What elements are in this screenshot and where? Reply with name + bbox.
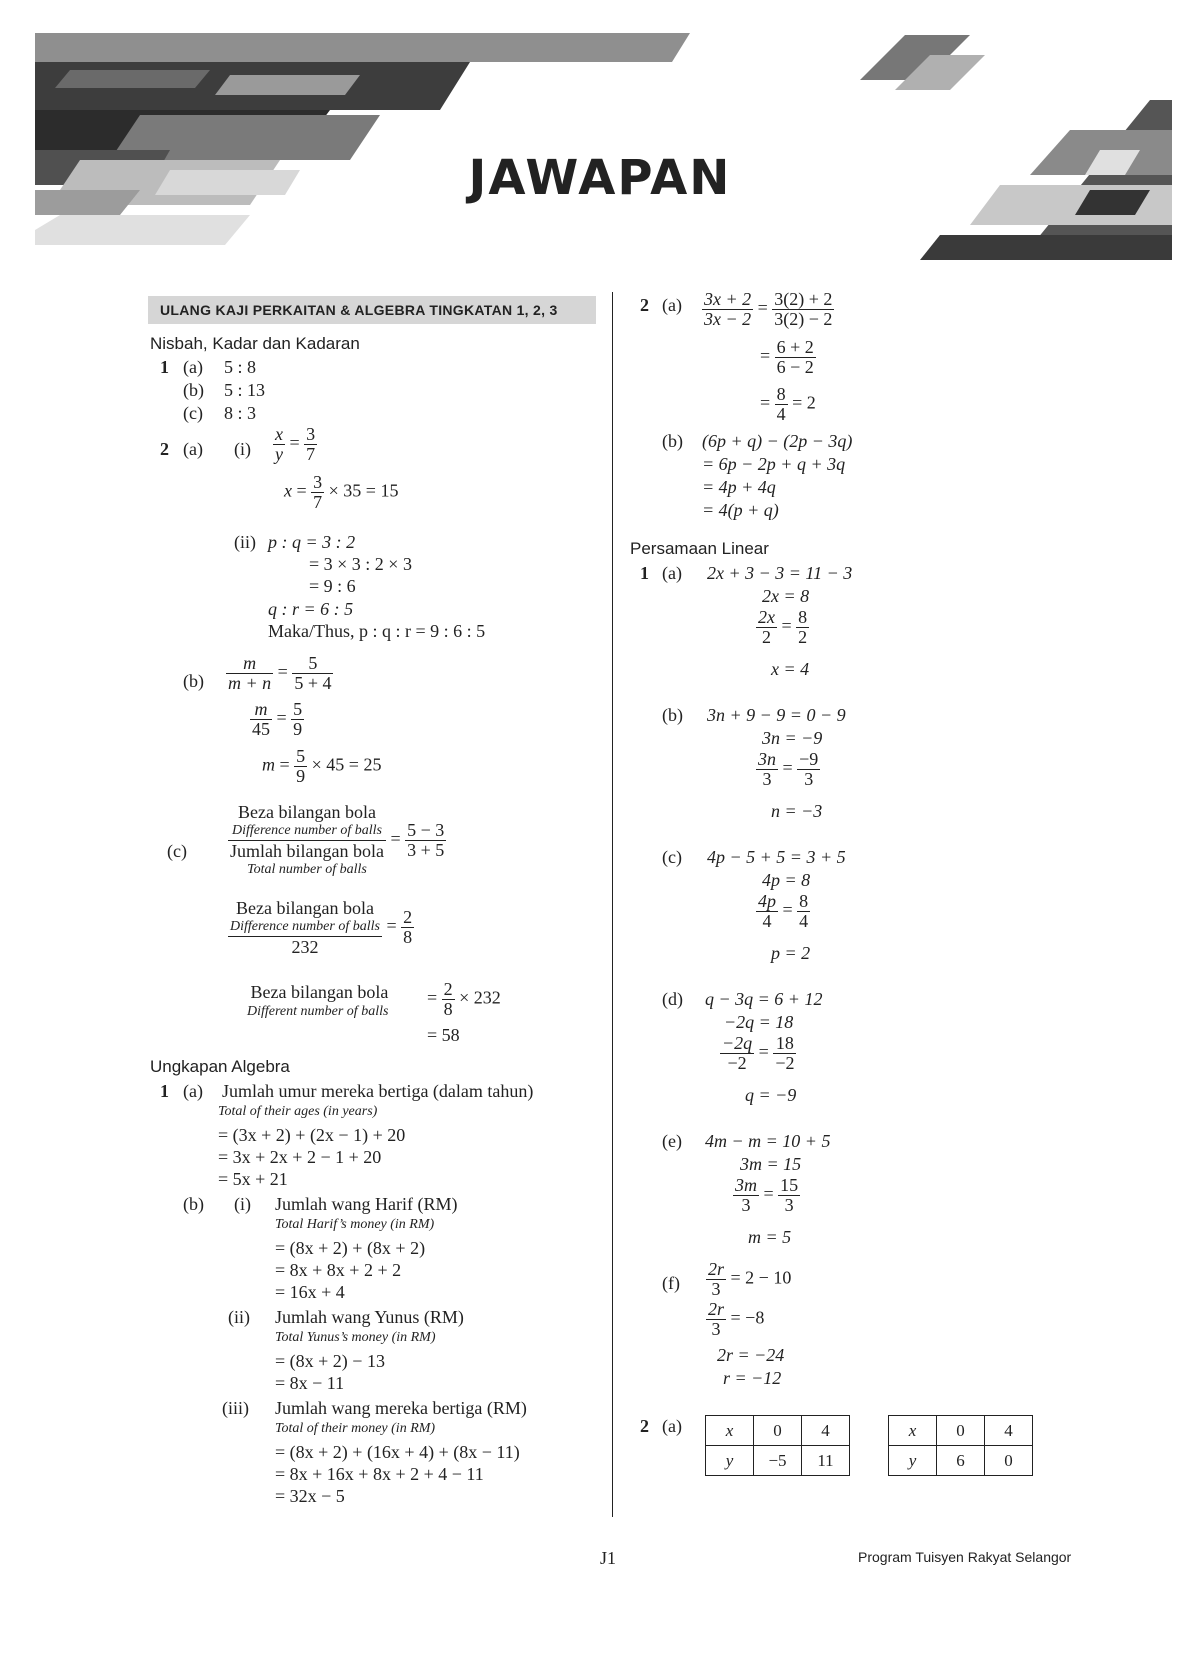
- footer-program: Program Tuisyen Rakyat Selangor: [858, 1549, 1072, 1565]
- value-table: [888, 1415, 1033, 1476]
- q-number: 2: [640, 295, 649, 315]
- equation-line: q − 3q = 6 + 12: [705, 989, 823, 1009]
- section-title: ULANG KAJI PERKAITAN & ALGEBRA TINGKATAN 1, 2, 3: [148, 296, 596, 324]
- table-cell: 0: [937, 1416, 985, 1446]
- part-label: (b): [183, 380, 204, 400]
- equation: $\frac{3m}{3}$ = $\frac{15}{3}$: [735, 1175, 799, 1215]
- part-label: (e): [662, 1131, 682, 1151]
- equation-line: 4m − m = 10 + 5: [705, 1131, 831, 1151]
- equation: $\frac{4p}{4}$ = $\frac{8}{4}$: [758, 891, 809, 931]
- answer: 5 : 8: [224, 357, 257, 377]
- equation-line: = 16x + 4: [275, 1282, 345, 1302]
- equation-line: = 4p + 4q: [702, 477, 776, 497]
- table-cell: 11: [802, 1446, 850, 1476]
- equation-line: = 8x + 8x + 2 + 2: [275, 1260, 402, 1280]
- table-row: [706, 1446, 850, 1476]
- equation-line: = (8x + 2) − 13: [275, 1351, 385, 1371]
- equation-line: = 8x + 16x + 8x + 2 + 4 − 11: [275, 1464, 484, 1484]
- table-cell: y: [889, 1446, 937, 1476]
- equation: $\frac{3n}{3}$ = $\frac{-9}{3}$: [758, 749, 819, 789]
- equation-line: = 58: [427, 1025, 460, 1045]
- equation-line: = (8x + 2) + (16x + 4) + (8x − 11): [275, 1442, 520, 1462]
- table-cell: 0: [985, 1446, 1033, 1476]
- equation-line: 2x = 8: [762, 586, 810, 606]
- equation-line: p = 2: [771, 943, 811, 963]
- equation: = $\frac{8}{4}$ = 2: [760, 384, 816, 424]
- equation-line: x = 4: [771, 659, 810, 679]
- table-row: [889, 1446, 1033, 1476]
- table-cell: x: [889, 1416, 937, 1446]
- equation-line: = 3x + 2x + 2 − 1 + 20: [218, 1147, 382, 1167]
- equation-line: = 8x − 11: [275, 1373, 345, 1393]
- equation-line: −2q = 18: [724, 1012, 794, 1032]
- text-line: Jumlah wang mereka bertiga (RM): [275, 1398, 527, 1418]
- equation-line: = 3 × 3 : 2 × 3: [309, 554, 412, 574]
- q-number: 1: [160, 1081, 169, 1101]
- part-label: (a): [183, 1081, 203, 1101]
- part-label: (a): [662, 1416, 682, 1436]
- part-label: (c): [662, 847, 682, 867]
- equation: Beza bilangan bola Difference number of balls Jumlah bilangan bola Total number of balls = $\frac{5 - 3}{3 + 5}$: [230, 802, 445, 877]
- equation: $\frac{2x}{2}$ = $\frac{8}{2}$: [758, 607, 808, 647]
- table-cell: 4: [985, 1416, 1033, 1446]
- table-row: [889, 1416, 1033, 1446]
- part-label: (d): [662, 989, 683, 1009]
- subpart-label: (i): [234, 1194, 251, 1214]
- subhead-ungkapan: Ungkapan Algebra: [150, 1057, 290, 1076]
- equation-line: m = 5: [748, 1227, 792, 1247]
- part-label: (a): [662, 295, 682, 315]
- equation: $\frac{2r}{3}$ = 2 − 10: [708, 1259, 792, 1299]
- equation: $\frac{3x + 2}{3x - 2}$ = $\frac{3(2) + 2}{3(2) - 2}$: [704, 289, 833, 329]
- equation-line: 3m = 15: [740, 1154, 802, 1174]
- q-number: 1: [640, 563, 649, 583]
- table-cell: x: [706, 1416, 754, 1446]
- equation-line: = 9 : 6: [309, 576, 356, 596]
- text-line: Total Harif’s money (in RM): [275, 1217, 435, 1232]
- table-cell: y: [706, 1446, 754, 1476]
- equation-label: Beza bilangan bola Different number of balls: [247, 982, 389, 1019]
- equation: Beza bilangan bola Difference number of balls 232 = $\frac{2}{8}$: [230, 898, 413, 957]
- part-label: (a): [662, 563, 682, 583]
- column-divider: [612, 292, 613, 1517]
- part-label: (f): [662, 1273, 680, 1293]
- equation-line: 3n = −9: [762, 728, 823, 748]
- equation-line: 2r = −24: [717, 1345, 785, 1365]
- equation: = $\frac{2}{8}$ × 232: [427, 979, 501, 1019]
- part-label: (b): [662, 431, 683, 451]
- equation-line: 3n + 9 − 9 = 0 − 9: [707, 705, 846, 725]
- table-cell: 6: [937, 1446, 985, 1476]
- part-label: (b): [662, 705, 683, 725]
- equation-line: q = −9: [745, 1085, 797, 1105]
- equation-line: 4p − 5 + 5 = 3 + 5: [707, 847, 846, 867]
- equation-line: q : r = 6 : 5: [268, 599, 354, 619]
- table-cell: 4: [802, 1416, 850, 1446]
- text-line: Jumlah wang Harif (RM): [275, 1194, 458, 1214]
- part-label: (b): [183, 671, 204, 691]
- equation-line: 4p = 8: [762, 870, 811, 890]
- equation-line: = 4(p + q): [702, 500, 779, 520]
- table-row: [706, 1416, 850, 1446]
- equation: x = $\frac{3}{7}$ × 35 = 15: [284, 472, 399, 512]
- answer: 8 : 3: [224, 403, 257, 423]
- text-line: Jumlah wang Yunus (RM): [275, 1307, 464, 1327]
- subpart-label: (ii): [234, 532, 256, 552]
- equation-line: Maka/Thus, p : q : r = 9 : 6 : 5: [268, 621, 486, 641]
- equation: $\frac{2r}{3}$ = −8: [708, 1299, 765, 1339]
- subhead-nisbah: Nisbah, Kadar dan Kadaran: [150, 334, 360, 353]
- equation-line: = 5x + 21: [218, 1169, 288, 1189]
- q-number: 2: [640, 1416, 649, 1436]
- value-table: [705, 1415, 850, 1476]
- subpart-label: (ii): [228, 1307, 250, 1327]
- part-label: (a): [183, 357, 203, 377]
- equation: = $\frac{6 + 2}{6 - 2}$: [760, 337, 814, 377]
- subpart-label: (i): [234, 439, 251, 459]
- equation-line: 2x + 3 − 3 = 11 − 3: [707, 563, 853, 583]
- text-line: Total of their money (in RM): [275, 1421, 436, 1436]
- table-cell: −5: [754, 1446, 802, 1476]
- equation: $\frac{x}{y}$ = $\frac{3}{7}$: [275, 424, 316, 464]
- part-label: (b): [183, 1194, 204, 1214]
- text-line: Total Yunus’s money (in RM): [275, 1330, 436, 1345]
- equation-line: = (3x + 2) + (2x − 1) + 20: [218, 1125, 406, 1145]
- equation-line: (6p + q) − (2p − 3q): [702, 431, 853, 451]
- equation-line: p : q = 3 : 2: [268, 532, 356, 552]
- text-line: Jumlah umur mereka bertiga (dalam tahun): [222, 1081, 534, 1101]
- header-banner: [0, 0, 1200, 270]
- table-cell: 0: [754, 1416, 802, 1446]
- equation-line: = 32x − 5: [275, 1486, 345, 1506]
- equation-line: = 6p − 2p + q + 3q: [702, 454, 846, 474]
- q-number: 2: [160, 439, 169, 459]
- page-number: J1: [600, 1548, 617, 1568]
- equation-line: r = −12: [723, 1368, 782, 1388]
- text-line: Total of their ages (in years): [218, 1104, 378, 1119]
- equation-line: n = −3: [771, 801, 823, 821]
- q-number: 1: [160, 357, 169, 377]
- answer: 5 : 13: [224, 380, 266, 400]
- page-title: JAWAPAN: [468, 150, 732, 206]
- subpart-label: (iii): [222, 1398, 249, 1418]
- part-label: (c): [183, 403, 203, 423]
- equation: $\frac{m}{m + n}$ = $\frac{5}{5 + 4}$: [228, 653, 332, 693]
- equation-line: = (8x + 2) + (8x + 2): [275, 1238, 426, 1258]
- equation: $\frac{-2q}{-2}$ = $\frac{18}{-2}$: [722, 1033, 795, 1073]
- subhead-persamaan: Persamaan Linear: [630, 539, 769, 558]
- part-label: (a): [183, 439, 203, 459]
- part-label: (c): [167, 841, 187, 861]
- equation: m = $\frac{5}{9}$ × 45 = 25: [262, 746, 382, 786]
- equation: $\frac{m}{45}$ = $\frac{5}{9}$: [252, 699, 303, 739]
